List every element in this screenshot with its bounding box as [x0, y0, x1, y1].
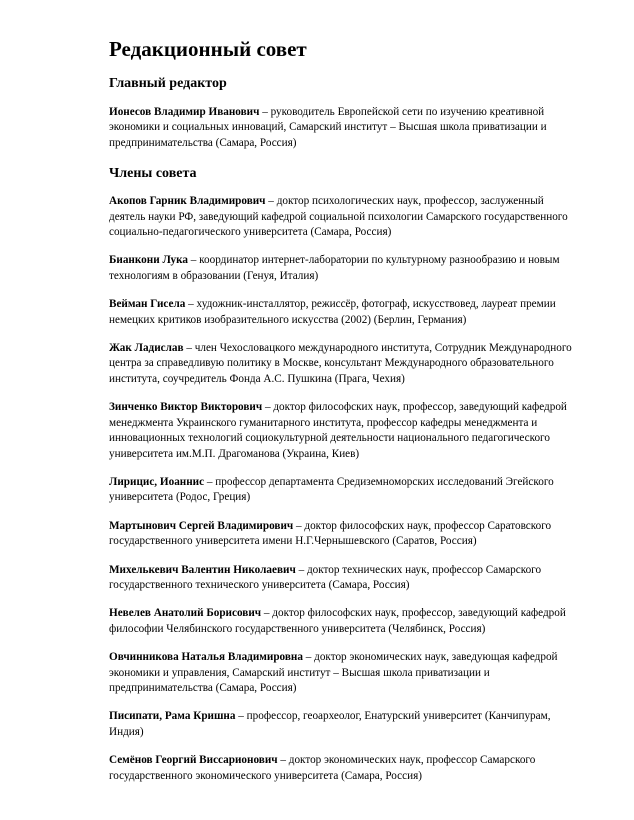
member-entry	[109, 400, 579, 462]
member-entry	[109, 519, 579, 550]
member-name: Овчинникова Наталья Владимировна	[109, 651, 303, 664]
member-description: – доктор экономических наук, заведующая кафедрой экономики и управления, Самарский институт – Высшая школа приватизации и предпринимательства (Самара, Россия)	[109, 651, 558, 694]
member-entry	[109, 563, 579, 594]
members-list	[109, 194, 579, 784]
member-description: – координатор интернет-лаборатории по культурному разнообразию и новым технологиям в образовании (Генуя, Италия)	[109, 254, 560, 282]
member-description: – доктор философских наук, профессор, заведующий кафедрой менеджмента Украинского гуманитарного института, профессор кафедры менеджмента и инновационных технологий социокультурной деятельности национального педагогического университета им.М.П. Драгоманова (Украина, Киев)	[109, 401, 567, 460]
document-content	[109, 36, 579, 784]
member-entry	[109, 606, 579, 637]
member-description: – доктор экономических наук, профессор Самарского государственного экономического университета (Самара, Россия)	[109, 754, 536, 782]
member-description: – доктор философских наук, профессор, заведующий кафедрой философии Челябинского государственного университета (Челябинск, Россия)	[109, 607, 566, 635]
member-entry	[109, 650, 579, 696]
member-name: Акопов Гарник Владимирович	[109, 195, 266, 208]
page-title: Редакционный совет	[109, 37, 307, 61]
member-name: Семёнов Георгий Виссарионович	[109, 754, 278, 767]
member-name: Жак Ладислав	[109, 342, 184, 355]
member-description: – доктор технических наук, профессор Самарского государственного технического университета (Самара, Россия)	[109, 563, 542, 591]
member-description: – профессор, геоархеолог, Енатурский университет (Канчипурам, Индия)	[109, 710, 551, 738]
member-entry	[109, 194, 579, 240]
member-name: Бианкони Лука	[109, 254, 188, 267]
member-description: – член Чехословацкого международного института, Сотрудник Международного центра за справедливую политику в Москве, консультант Международного образовательного института, соучредитель Фонда А.С. Пушкина (Прага, Чехия)	[109, 342, 572, 385]
member-entry	[109, 297, 579, 328]
member-description: – профессор департамента Средиземноморских исследований Эгейского университета (Родос, Греция)	[109, 475, 554, 504]
member-description: – художник-инсталлятор, режиссёр, фотограф, искусствовед, лауреат премии немецких критиков изобразительного искусства (2002) (Берлин, Германия)	[109, 298, 556, 326]
member-name: Невелев Анатолий Борисович	[109, 607, 262, 620]
member-entry	[109, 475, 579, 506]
chief-editor-description: – руководитель Европейской сети по изучению креативной экономики и социальных инноваций, Самарский институт – Высшая школа приватизации и предпринимательства (Самара, Россия)	[109, 106, 547, 149]
member-entry	[109, 709, 579, 740]
chief-editor-heading: Главный редактор	[109, 76, 227, 91]
member-description: – доктор философских наук, профессор Саратовского государственного университета имени Н.Г.Чернышевского (Саратов, Россия)	[109, 519, 552, 548]
member-name: Лирицис, Иоаннис	[109, 475, 205, 488]
member-name: Михелькевич Валентин Николаевич	[109, 563, 296, 576]
member-entry	[109, 253, 579, 284]
member-description: – доктор психологических наук, профессор, заслуженный деятель науки РФ, заведующий кафедрой социальной психологии Самарского государственного социально-педагогического университета (Самара, Россия)	[109, 195, 568, 239]
chief-editor-entry	[109, 105, 579, 151]
member-name: Писипати, Рама Кришна	[109, 710, 236, 723]
member-entry	[109, 753, 579, 784]
member-name: Мартынович Сергей Владимирович	[109, 519, 294, 532]
member-name: Вейман Гисела	[109, 298, 186, 311]
member-name: Зинченко Виктор Викторович	[109, 401, 263, 414]
members-heading: Члены совета	[109, 166, 197, 182]
member-entry	[109, 341, 579, 387]
chief-editor-name: Ионесов Владимир Иванович	[109, 106, 260, 118]
